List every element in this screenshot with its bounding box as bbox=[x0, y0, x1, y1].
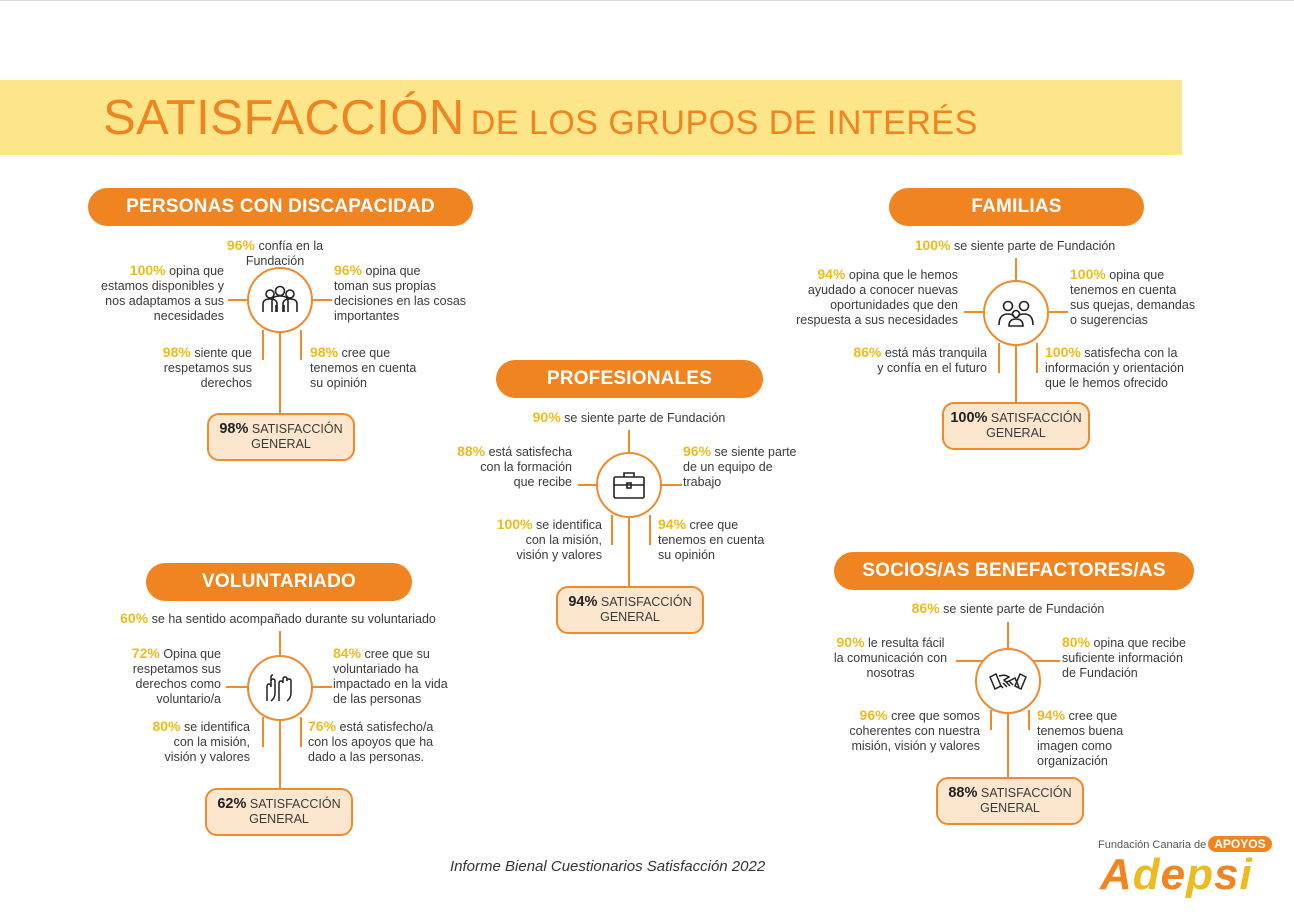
family-icon bbox=[995, 292, 1037, 334]
title-rest: DE LOS GRUPOS DE INTERÉS bbox=[470, 104, 978, 142]
ring-personas bbox=[247, 267, 313, 333]
logo-letter: A bbox=[1100, 850, 1133, 899]
ring-profesionales bbox=[596, 452, 662, 518]
ring-socios bbox=[975, 648, 1041, 714]
stat-personas-top: 96% confía en la Fundación bbox=[226, 237, 324, 268]
stat-familias-left: 94% opina que le hemos ayudado a conocer nuevas oportunidades que den respuesta a sus necesidades bbox=[796, 266, 958, 327]
group-title-personas: PERSONAS CON DISCAPACIDAD bbox=[88, 188, 473, 226]
stat-familias-top: 100% se siente parte de Fundación bbox=[914, 237, 1116, 253]
stat-voluntariado-right: 84% cree que su voluntariado ha impactado en la vida de las personas bbox=[333, 645, 448, 706]
handshake-icon bbox=[987, 660, 1029, 702]
title-main: SATISFACCIÓN bbox=[103, 91, 465, 145]
group-title-familias: FAMILIAS bbox=[889, 188, 1144, 226]
footer-caption: Informe Bienal Cuestionarios Satisfacción 2022 bbox=[450, 858, 766, 875]
stat-socios-right: 80% opina que recibe suficiente información de Fundación bbox=[1062, 634, 1186, 680]
stat-socios-bl: 96% cree que somos coherentes con nuestra misión, visión y valores bbox=[849, 707, 980, 753]
ring-familias bbox=[983, 280, 1049, 346]
page-title bbox=[103, 90, 978, 146]
top-divider bbox=[0, 0, 1294, 1]
logo-letter: i bbox=[1239, 850, 1253, 899]
general-familias: 100% SATISFACCIÓN GENERAL bbox=[942, 402, 1090, 450]
stat-socios-left: 90% le resulta fácil la comunicación con nosotras bbox=[833, 634, 948, 680]
briefcase-icon bbox=[608, 464, 650, 506]
logo-letter: e bbox=[1160, 850, 1187, 899]
stat-profesionales-br: 94% cree que tenemos en cuenta su opinión bbox=[658, 516, 765, 562]
general-personas: 98% SATISFACCIÓN GENERAL bbox=[207, 413, 355, 461]
stat-familias-bl: 86% está más tranquila y confía en el futuro bbox=[853, 344, 987, 375]
logo-letter: d bbox=[1132, 850, 1161, 899]
stat-familias-br: 100% satisfecha con la información y orientación que le hemos ofrecido bbox=[1045, 344, 1184, 390]
logo-badge: APOYOS bbox=[1208, 836, 1271, 852]
stat-familias-right: 100% opina que tenemos en cuenta sus quejas, demandas o sugerencias bbox=[1070, 266, 1196, 327]
stat-personas-left: 100% opina que estamos disponibles y nos adaptamos a sus necesidades bbox=[101, 262, 224, 323]
stat-voluntariado-top: 60% se ha sentido acompañado durante su voluntariado bbox=[120, 610, 436, 626]
stat-personas-right: 96% opina que toman sus propias decisiones en las cosas importantes bbox=[334, 262, 467, 323]
logo-wordmark bbox=[1100, 850, 1253, 900]
group-title-voluntariado: VOLUNTARIADO bbox=[146, 563, 412, 601]
stat-voluntariado-left: 72% Opina que respetamos sus derechos como voluntario/a bbox=[131, 645, 221, 706]
logo-letter: p bbox=[1186, 850, 1215, 899]
raised-hands-icon bbox=[259, 667, 301, 709]
stat-voluntariado-br: 76% está satisfecho/a con los apoyos que ha dado a las personas. bbox=[308, 718, 434, 764]
stat-profesionales-bl: 100% se identifica con la misión, visión y valores bbox=[496, 516, 602, 562]
ring-voluntariado bbox=[247, 655, 313, 721]
stat-profesionales-top: 90% se siente parte de Fundación bbox=[532, 409, 726, 425]
general-voluntariado: 62% SATISFACCIÓN GENERAL bbox=[205, 788, 353, 836]
stat-profesionales-right: 96% se siente parte de un equipo de trabajo bbox=[683, 443, 797, 489]
stat-profesionales-left: 88% está satisfecha con la formación que recibe bbox=[457, 443, 572, 489]
general-profesionales: 94% SATISFACCIÓN GENERAL bbox=[556, 586, 704, 634]
logo-subtitle: Fundación Canaria de APOYOS bbox=[1098, 836, 1272, 852]
stat-socios-top: 86% se siente parte de Fundación bbox=[911, 600, 1105, 616]
logo-letter: s bbox=[1214, 850, 1240, 899]
stat-voluntariado-bl: 80% se identifica con la misión, visión y valores bbox=[152, 718, 250, 764]
stat-personas-bl: 98% siente que respetamos sus derechos bbox=[162, 344, 252, 390]
stat-personas-br: 98% cree que tenemos en cuenta su opinión bbox=[310, 344, 417, 390]
general-socios: 88% SATISFACCIÓN GENERAL bbox=[936, 777, 1084, 825]
people-group-icon bbox=[259, 279, 301, 321]
stat-socios-br: 94% cree que tenemos buena imagen como organización bbox=[1037, 707, 1124, 768]
group-title-profesionales: PROFESIONALES bbox=[496, 360, 763, 398]
group-title-socios: SOCIOS/AS BENEFACTORES/AS bbox=[834, 552, 1194, 590]
